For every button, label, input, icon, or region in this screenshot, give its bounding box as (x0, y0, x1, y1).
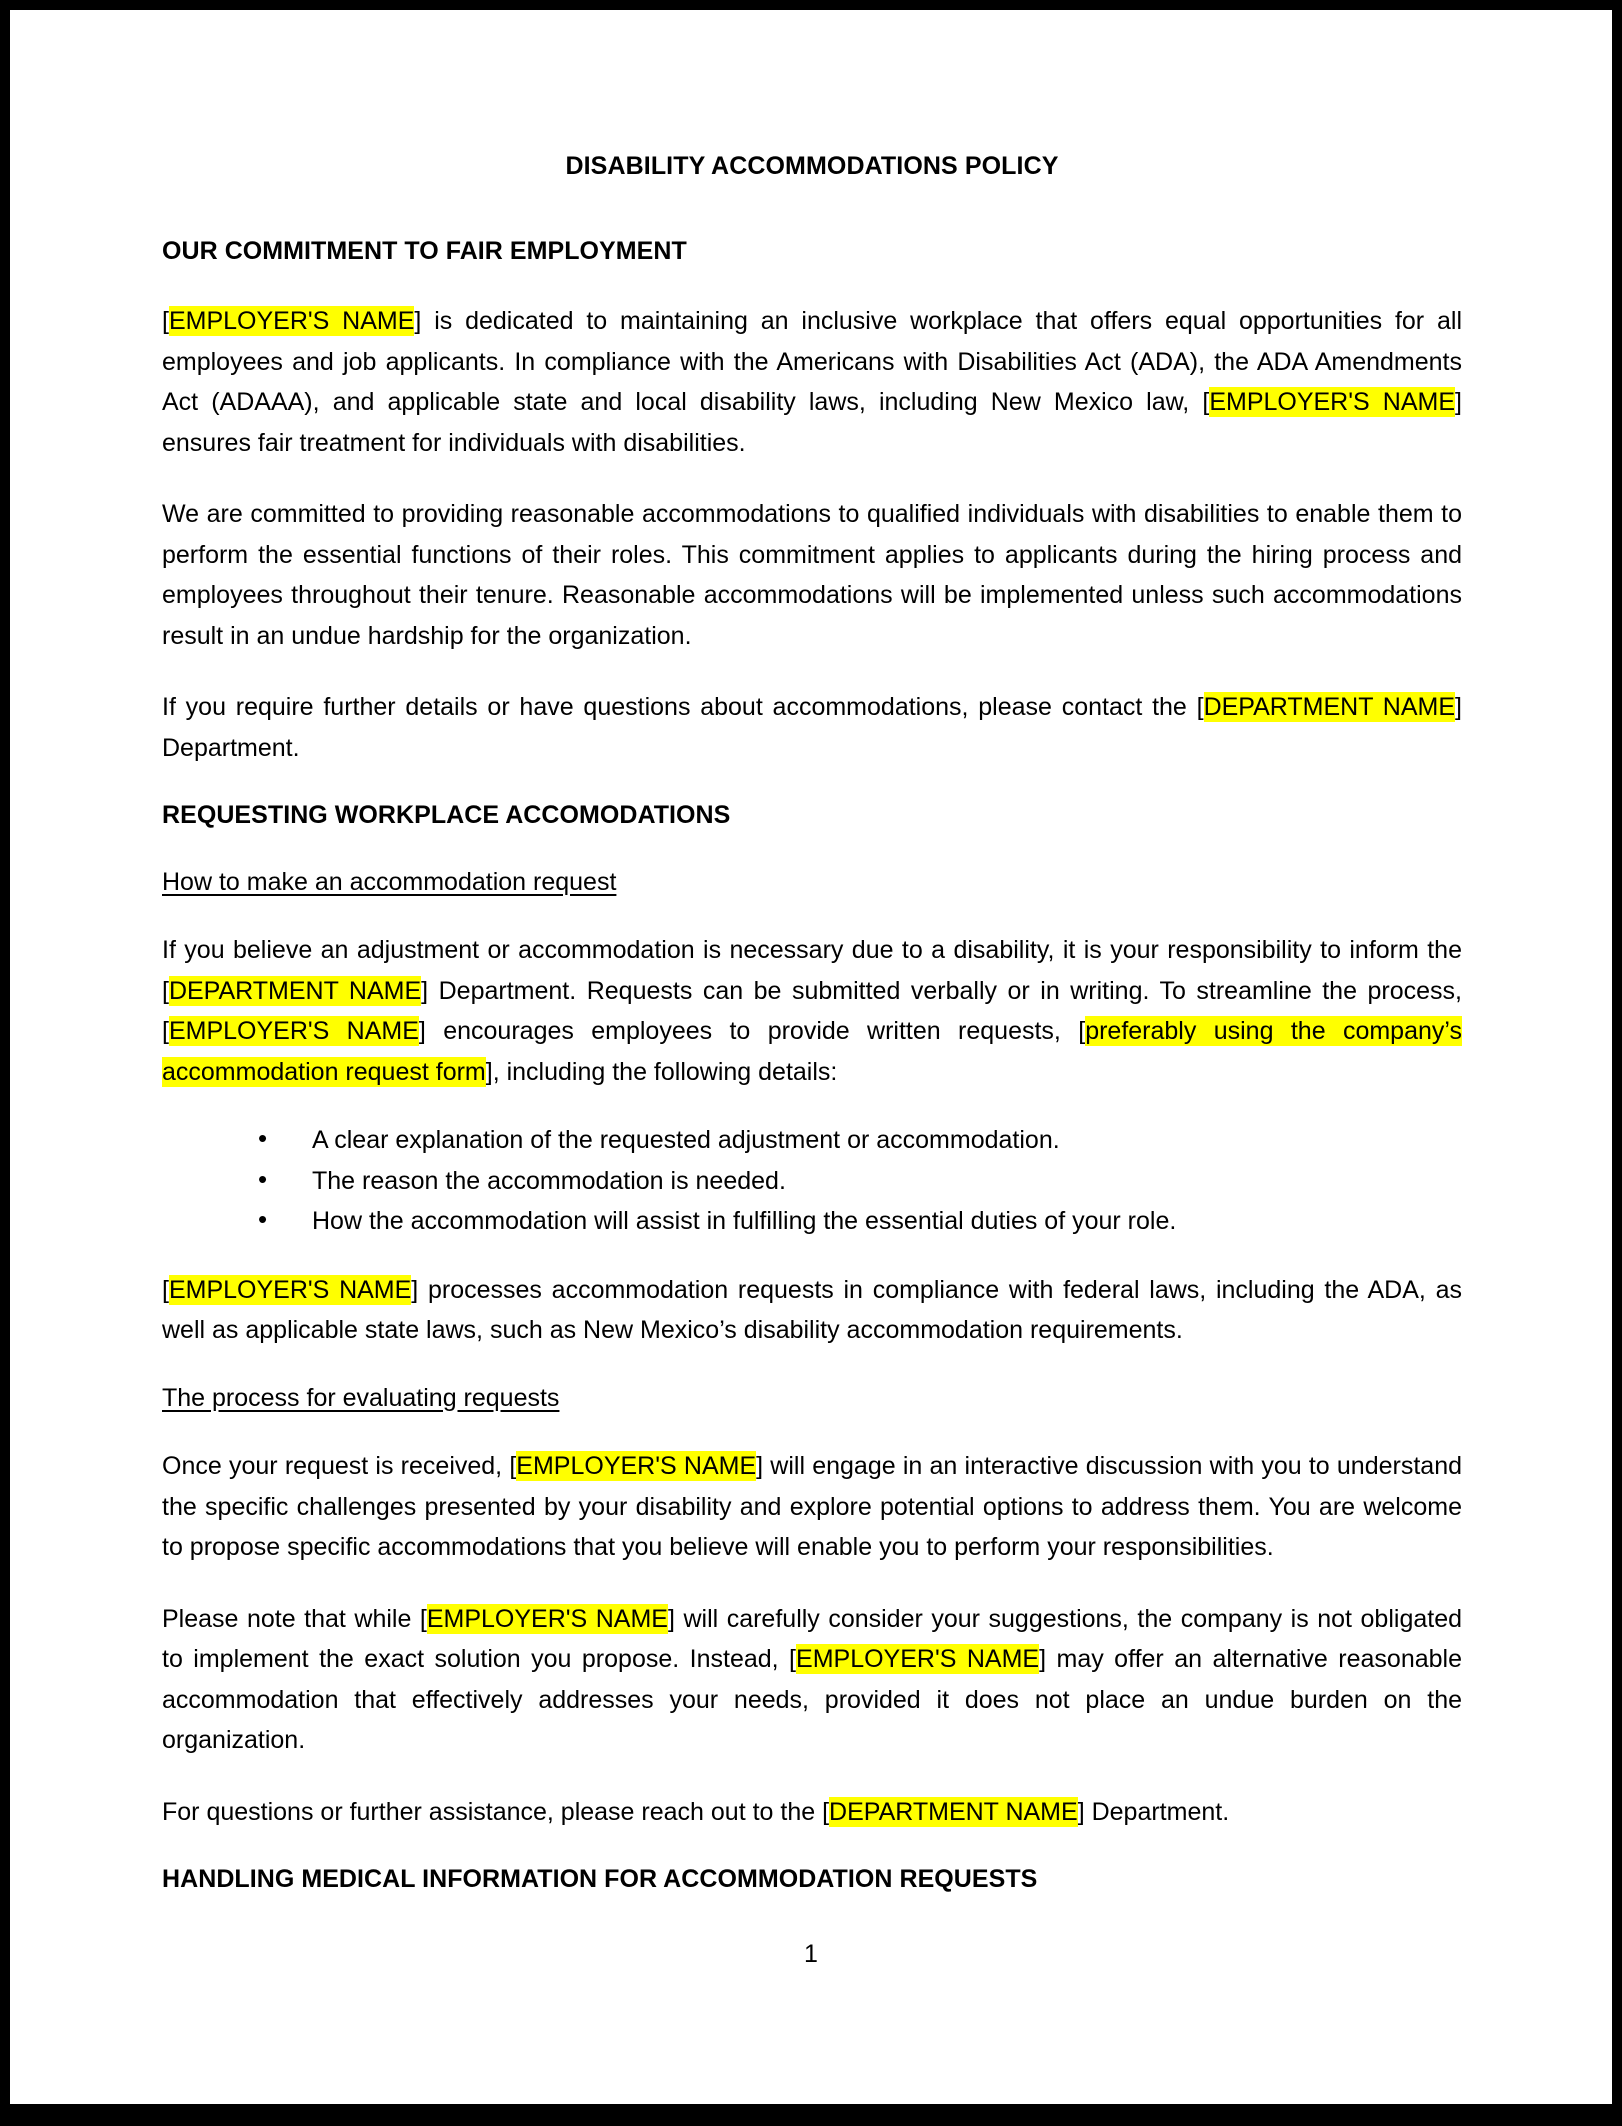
highlight-employer-name: EMPLOYER'S NAME (1209, 388, 1456, 416)
text-segment: ] may offer an alternative reasonable accommodation that effectively addresses your needs, provided it does not place an undue burden on the organization. (162, 1645, 1462, 1754)
section-heading-commitment: OUR COMMITMENT TO FAIR EMPLOYMENT (162, 236, 687, 265)
list-item: • The reason the accommodation is needed. (258, 1164, 1462, 1199)
text-segment: ], including the following details: (485, 1057, 838, 1086)
highlight-employer-name: EMPLOYER'S NAME (168, 1017, 419, 1045)
scan-border-top (0, 0, 1622, 10)
section-heading-medical-information: HANDLING MEDICAL INFORMATION FOR ACCOMMODATION REQUESTS (162, 1865, 1038, 1893)
highlight-department-name: DEPARTMENT NAME (168, 976, 422, 1005)
text-segment: ] is dedicated to maintaining an inclusive workplace that offers equal opportunities for all employees and job applicants. In compliance with the Americans with Disabilities Act (ADA), the ADA Amendments Act (ADAAA), and applicable state and local disability laws, including New Mexico law, [ (162, 307, 1462, 416)
text-segment: Please note that while [ (162, 1604, 427, 1633)
highlight-employer-name: EMPLOYER'S NAME (796, 1645, 1040, 1673)
text-segment: For questions or further assistance, please reach out to the [ (162, 1797, 830, 1826)
text-segment: ] Department. (162, 693, 1462, 762)
paragraph-commitment-contact (162, 687, 1462, 768)
highlight-department-name: DEPARTMENT NAME (1203, 693, 1456, 721)
text-segment: ] Department. (1077, 1797, 1230, 1826)
list-item: • How the accommodation will assist in fulfilling the essential duties of your role. (258, 1204, 1462, 1239)
paragraph-interactive-discussion (162, 1446, 1462, 1568)
text-segment: Once your request is received, [ (162, 1452, 517, 1480)
highlight-employer-name: EMPLOYER'S NAME (168, 307, 415, 335)
text-segment: ] Department. Requests can be submitted verbally or in writing. To streamline the process, [ (162, 976, 1462, 1045)
highlight-employer-name: EMPLOYER'S NAME (168, 1275, 412, 1304)
highlight-employer-name: EMPLOYER'S NAME (516, 1452, 757, 1480)
paragraph-request-instructions (162, 930, 1462, 1092)
text-segment: If you believe an adjustment or accommodation is necessary due to a disability, it is your responsibility to inform the [ (162, 936, 1462, 1005)
scan-border-bottom (0, 2104, 1622, 2126)
text-segment: ] will carefully consider your suggestions, the company is not obligated to implement the exact solution you propose. Instead, [ (162, 1604, 1463, 1673)
paragraph-commitment-reasonable: We are committed to providing reasonable accommodations to qualified individuals with disabilities to enable them to perform the essential functions of their roles. This commitment applies to applicants during the hiring process and employees throughout their tenure. Reasonable accommodations will be implemented unless such accommodations result in an undue hardship for the organization. (162, 500, 1462, 650)
sub-heading-evaluation-process: The process for evaluating requests (162, 1383, 560, 1412)
page-number: 1 (804, 1940, 818, 1968)
request-details-list (162, 1123, 1462, 1239)
scan-border-left (0, 10, 10, 2104)
paragraph-alternative-accommodation (162, 1599, 1462, 1761)
paragraph-commitment-intro (162, 301, 1462, 463)
page-title: DISABILITY ACCOMMODATIONS POLICY (565, 152, 1059, 180)
text-segment: ] encourages employees to provide written requests, [ (418, 1017, 1086, 1045)
scan-border-right (1612, 10, 1622, 2104)
highlight-department-name: DEPARTMENT NAME (829, 1797, 1078, 1826)
section-heading-requesting: REQUESTING WORKPLACE ACCOMODATIONS (162, 801, 731, 829)
highlight-request-form-note: preferably using the company’s accommodation request form (162, 1017, 1462, 1086)
text-segment: If you require further details or have questions about accommodations, please contact the [ (162, 693, 1204, 721)
text-segment: ] ensures fair treatment for individuals with disabilities. (162, 388, 1462, 457)
list-item: • A clear explanation of the requested adjustment or accommodation. (258, 1123, 1462, 1158)
text-segment: [ (162, 307, 169, 335)
text-segment: [ (162, 1275, 169, 1304)
paragraph-compliance (162, 1270, 1462, 1351)
text-segment: ] will engage in an interactive discussion with you to understand the specific challenges presented by your disability and explore potential options to address them. You are welcome to propose specific accommodations that you believe will enable you to perform your responsibilities. (162, 1452, 1462, 1561)
document-sheet (10, 10, 1612, 2104)
document-body (162, 150, 1462, 1930)
text-segment: ] processes accommodation requests in compliance with federal laws, including the ADA, as well as applicable state laws, such as New Mexico’s disability accommodation requirements. (162, 1275, 1462, 1344)
highlight-employer-name: EMPLOYER'S NAME (426, 1604, 668, 1633)
sub-heading-how-to-request: How to make an accommodation request (162, 867, 617, 896)
paragraph-further-assistance (162, 1792, 1462, 1833)
